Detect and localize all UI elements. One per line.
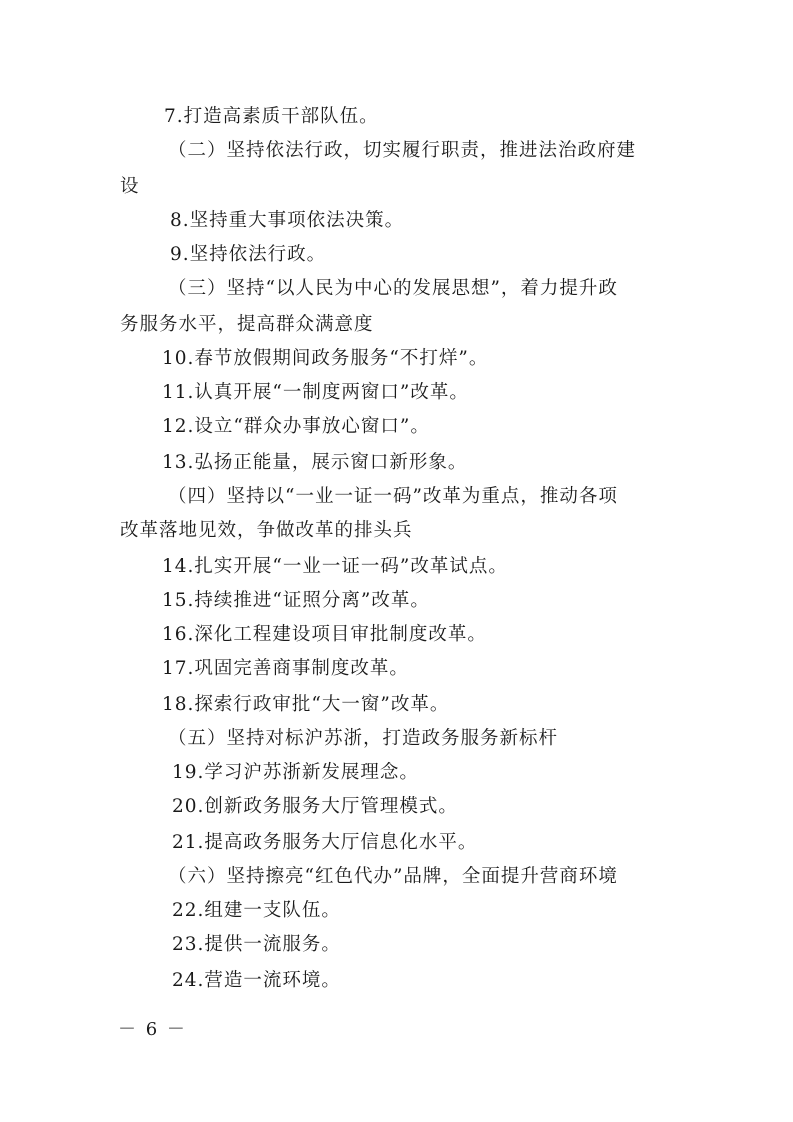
section-2-heading-line-2: 设: [120, 176, 140, 197]
section-2-heading-line-1: （二）坚持依法行政，切实履行职责，推进法治政府建: [168, 140, 637, 161]
section-3-heading-line-2: 务服务水平，提高群众满意度: [120, 314, 374, 335]
page-number: － 6 －: [118, 1019, 187, 1040]
section-3-heading-line-1: （三）坚持“以人民为中心的发展思想”，着力提升政: [168, 278, 618, 299]
item-8: 8.坚持重大事项依法决策。: [170, 210, 405, 231]
item-24: 24.营造一流环境。: [172, 970, 341, 991]
item-7: 7.打造高素质干部队伍。: [164, 106, 379, 127]
item-22: 22.组建一支队伍。: [172, 900, 341, 921]
item-23: 23.提供一流服务。: [172, 934, 341, 955]
item-17: 17.巩固完善商事制度改革。: [162, 658, 409, 679]
item-16: 16.深化工程建设项目审批制度改革。: [162, 624, 487, 645]
item-20: 20.创新政务服务大厅管理模式。: [172, 796, 458, 817]
section-6-heading: （六）坚持擦亮“红色代办”品牌，全面提升营商环境: [168, 866, 618, 887]
item-14: 14.扎实开展“一业一证一码”改革试点。: [162, 556, 508, 577]
item-9: 9.坚持依法行政。: [170, 244, 327, 265]
section-4-heading-line-1: （四）坚持以“一业一证一码”改革为重点，推动各项: [168, 486, 618, 507]
item-13: 13.弘扬正能量，展示窗口新形象。: [162, 452, 468, 473]
item-21: 21.提高政务服务大厅信息化水平。: [172, 832, 478, 853]
section-5-heading: （五）坚持对标沪苏浙，打造政务服务新标杆: [168, 728, 559, 749]
item-10: 10.春节放假期间政务服务“不打烊”。: [162, 348, 489, 369]
section-4-heading-line-2: 改革落地见效，争做改革的排头兵: [120, 520, 413, 541]
item-19: 19.学习沪苏浙新发展理念。: [172, 762, 419, 783]
item-18: 18.探索行政审批“大一窗”改革。: [162, 694, 450, 715]
item-15: 15.持续推进“证照分离”改革。: [162, 590, 430, 611]
item-11: 11.认真开展“一制度两窗口”改革。: [162, 382, 469, 403]
item-12: 12.设立“群众办事放心窗口”。: [162, 416, 430, 437]
